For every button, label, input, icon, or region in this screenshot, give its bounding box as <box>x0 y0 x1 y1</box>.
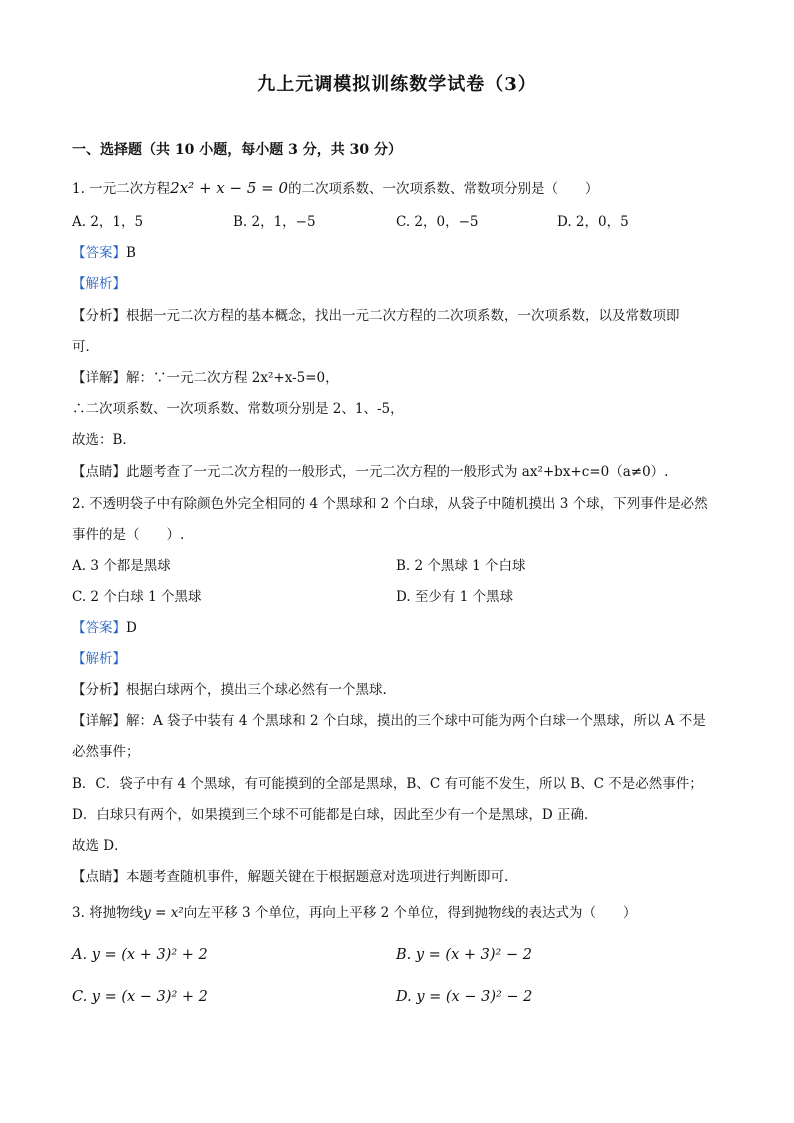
q3-option-d: D. y = (x − 3)² − 2 <box>396 989 533 1005</box>
question-1-stem <box>72 178 722 199</box>
q3-option-b: B. y = (x + 3)² − 2 <box>396 947 532 963</box>
q1-xiangjie <box>72 368 722 388</box>
section-heading: 一、选择题（共 10 小题，每小题 3 分，共 30 分） <box>72 142 402 158</box>
analysis-tag: 【解析】 <box>72 276 126 292</box>
q1-stem-suffix: 的二次项系数、一次项系数、常数项分别是（ ） <box>288 181 599 197</box>
q3-option-a: A. y = (x + 3)² + 2 <box>72 947 208 963</box>
q1-equation: 2x² + x − 5 = 0 <box>170 179 289 197</box>
question-3-stem <box>72 903 722 923</box>
answer-value: B <box>126 245 136 261</box>
q1-answer <box>72 243 722 263</box>
q1-option-a: A. 2，1，5 <box>72 214 144 230</box>
fenxi-text: 根据白球两个，摸出三个球必然有一个黑球. <box>126 682 387 698</box>
xiangjie-text: 解：∵一元二次方程 2x²+x-5=0， <box>126 370 339 386</box>
fenxi-tag: 【分析】 <box>72 682 126 698</box>
q2-xiangjie-d: D．白球只有两个，如果摸到三个球不可能都是白球，因此至少有一个是黑球，D 正确． <box>72 807 598 823</box>
q3-stem-equation: y = x² <box>143 905 184 921</box>
xiangjie-text: 解：A 袋子中装有 4 个黑球和 2 个白球，摸出的三个球中可能为两个白球一个黑球，所以 A 不是 <box>126 713 706 729</box>
q1-choose: 故选：B． <box>72 432 136 448</box>
q1-fenxi-cont: 可． <box>72 339 99 355</box>
answer-value: D <box>126 620 137 636</box>
xiangjie-tag: 【详解】 <box>72 370 126 386</box>
q2-option-c: C. 2 个白球 1 个黑球 <box>72 589 202 605</box>
q2-dianjing <box>72 867 722 887</box>
q2-option-d: D. 至少有 1 个黑球 <box>396 589 514 605</box>
question-2-stem-cont: 事件的是（ ）. <box>72 527 185 543</box>
q2-fenxi <box>72 680 722 700</box>
dianjing-tag: 【点睛】 <box>72 869 126 885</box>
q1-option-d: D. 2，0，5 <box>557 214 629 230</box>
q3-stem-suffix: 向左平移 3 个单位，再向上平移 2 个单位，得到抛物线的表达式为（ ） <box>183 905 637 921</box>
dianjing-tag: 【点睛】 <box>72 464 126 480</box>
q1-dianjing <box>72 462 722 482</box>
xiangjie-tag: 【详解】 <box>72 713 126 729</box>
q2-option-b: B. 2 个黑球 1 个白球 <box>396 558 526 574</box>
q1-fenxi <box>72 306 722 326</box>
analysis-tag: 【解析】 <box>72 651 126 667</box>
q2-xiangjie-bc: B．C．袋子中有 4 个黑球，有可能摸到的全部是黑球，B、C 有可能不发生，所以 B、C 不是必然事件； <box>72 776 703 792</box>
dianjing-text: 本题考查随机事件，解题关键在于根据题意对选项进行判断即可. <box>126 869 509 885</box>
q3-stem-prefix: 3. 将抛物线 <box>72 905 144 921</box>
q1-stem-prefix: 1. 一元二次方程 <box>72 181 171 197</box>
answer-tag: 【答案】 <box>72 245 126 261</box>
q2-xiangjie <box>72 711 722 731</box>
q2-answer <box>72 618 722 638</box>
answer-tag: 【答案】 <box>72 620 126 636</box>
q1-therefore: ∴二次项系数、一次项系数、常数项分别是 2、1、-5， <box>72 401 404 417</box>
fenxi-tag: 【分析】 <box>72 308 126 324</box>
q1-option-c: C. 2，0，−5 <box>396 214 479 230</box>
fenxi-text: 根据一元二次方程的基本概念，找出一元二次方程的二次项系数，一次项系数，以及常数项即 <box>126 308 680 324</box>
q2-choose: 故选 D． <box>72 838 128 854</box>
dianjing-text: 此题考查了一元二次方程的一般形式，一元二次方程的一般形式为 ax²+bx+c=0（a≠0）. <box>126 464 669 480</box>
q3-option-c: C. y = (x − 3)² + 2 <box>72 989 208 1005</box>
question-2-stem: 2. 不透明袋子中有除颜色外完全相同的 4 个黑球和 2 个白球，从袋子中随机摸出 3 个球，下列事件是必然 <box>72 496 708 512</box>
page-title: 九上元调模拟训练数学试卷（3） <box>257 74 537 95</box>
q2-option-a: A. 3 个都是黑球 <box>72 558 171 574</box>
q1-option-b: B. 2，1，−5 <box>233 214 316 230</box>
q2-xiangjie-cont: 必然事件； <box>72 744 140 760</box>
